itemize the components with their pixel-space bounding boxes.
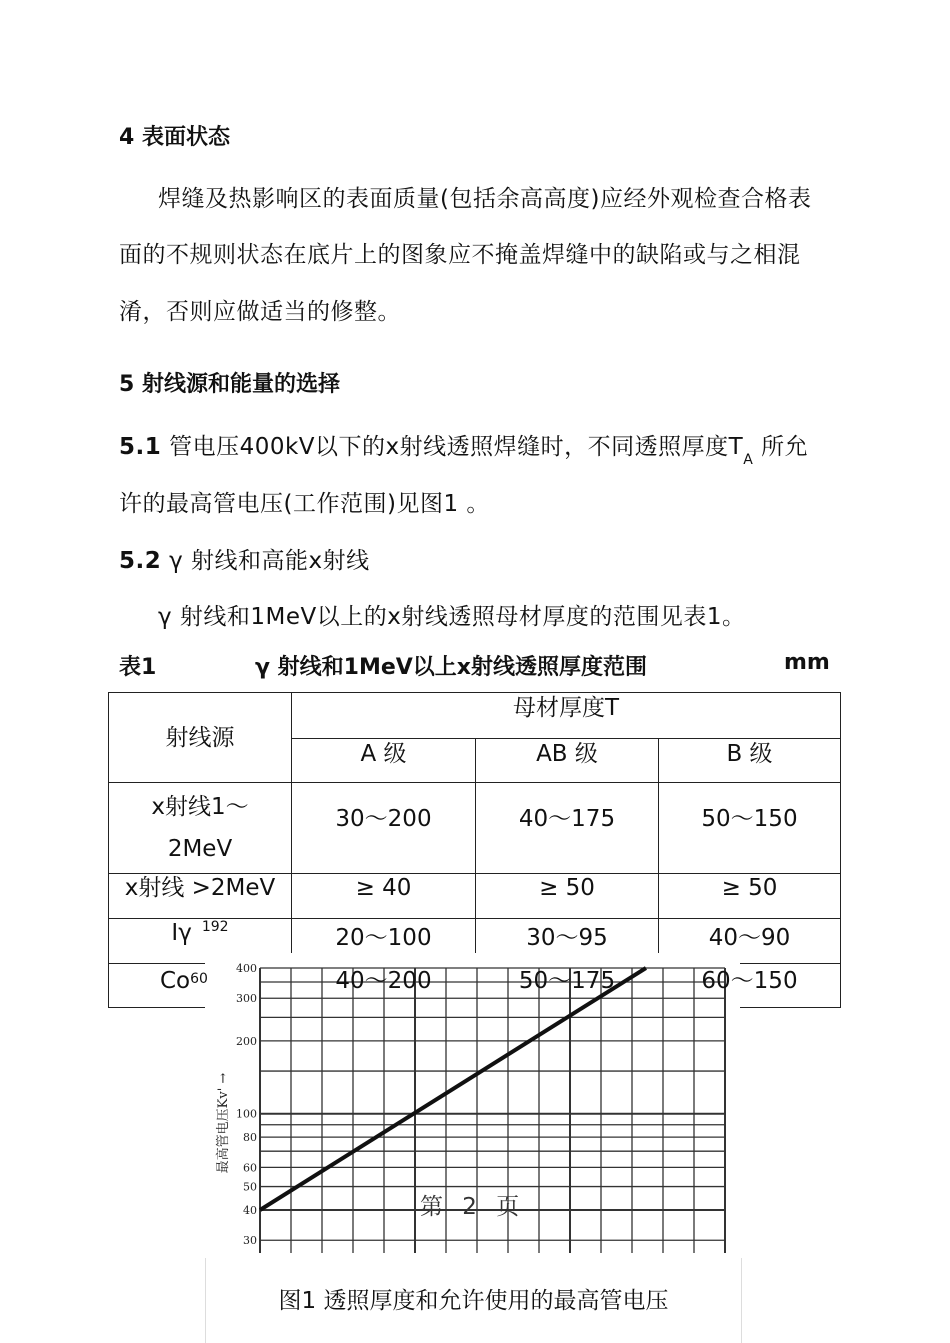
table-1-label: 表1 <box>119 655 157 680</box>
table-row-2-b: ≥ 50 <box>721 875 778 901</box>
chart-y-tick-label: 40 <box>243 1204 257 1217</box>
chart-y-tick-label: 60 <box>243 1161 257 1175</box>
section-4-heading: 4 表面状态 <box>119 125 230 150</box>
section-5-1-line-2: 许的最高管电压(工作范围)见图1 。 <box>119 491 490 517</box>
table-row-3-b: 40～90 <box>708 925 791 951</box>
table-row-3-source: Iγ 192 <box>171 919 229 946</box>
chart-y-tick-label: 300 <box>236 992 257 1006</box>
header-grade-ab: AB 级 <box>536 741 598 767</box>
table-row-1-source: x射线1～2MeV <box>151 794 249 862</box>
table-row-4-ab: 50～175 <box>518 968 616 994</box>
section-5-1-text-end: 所允 <box>761 434 809 460</box>
table-row-2-source: x射线 >2MeV <box>124 875 276 901</box>
chart-y-tick-label: 200 <box>236 1034 257 1048</box>
table-1-unit: mm <box>784 650 830 675</box>
chart-y-tick-label: 30 <box>243 1234 257 1248</box>
figure-1-caption-box <box>205 1258 742 1343</box>
figure-1-caption: 图1 透照厚度和允许使用的最高管电压 <box>278 1288 669 1314</box>
table-row-4-b: 60～150 <box>701 968 798 994</box>
table-row-1-ab: 40～175 <box>518 806 616 832</box>
chart-y-tick-label: 100 <box>236 1107 257 1121</box>
header-grade-a: A 级 <box>360 741 407 767</box>
section-5-1-text: 管电压400kV以下的x射线透照焊缝时，不同透照厚度T <box>169 434 744 460</box>
thickness-subscript: A <box>743 452 754 468</box>
section-5-2-title: γ 射线和高能x射线 <box>169 548 370 574</box>
section-5-2-para: γ 射线和1MeV以上的x射线透照母材厚度的范围见表1。 <box>158 604 746 630</box>
header-grade-b: B 级 <box>726 741 773 767</box>
table-row-2-ab: ≥ 50 <box>539 875 595 901</box>
section-5-1-line-1 <box>119 428 809 468</box>
section-5-2-number: 5.2 <box>119 548 162 574</box>
section-4-para-line-1: 焊缝及热影响区的表面质量(包括余高高度)应经外观检查合格表 <box>158 186 812 212</box>
header-thickness: 母材厚度T <box>512 695 620 721</box>
chart-y-tick-label: 80 <box>243 1131 257 1145</box>
table-row-3-a: 20～100 <box>335 925 432 951</box>
page-number: 第 2 页 <box>420 1194 526 1220</box>
section-5-2-line <box>119 542 370 575</box>
table-row-4-a: 40～200 <box>335 968 432 994</box>
table-row-2-a: ≥ 40 <box>355 875 412 901</box>
section-4-para-line-3: 淆，否则应做适当的修整。 <box>119 299 401 325</box>
section-5-heading: 5 射线源和能量的选择 <box>119 372 340 397</box>
table-row-4-source: Co 60 <box>160 968 208 994</box>
header-source: 射线源 <box>165 724 235 751</box>
table-row-1-b: 50～150 <box>701 806 798 832</box>
section-5-1-number: 5.1 <box>119 434 162 460</box>
table-row-3-ab: 30～95 <box>526 925 608 951</box>
table-row-1-a: 30～200 <box>335 806 432 832</box>
chart-y-axis-label: 最高管电压Kv' → <box>216 1072 231 1174</box>
table-1-title: γ 射线和1MeV以上x射线透照厚度范围 <box>255 655 647 680</box>
section-4-para-line-2: 面的不规则状态在底片上的图象应不掩盖焊缝中的缺陷或与之相混 <box>119 242 801 268</box>
chart-y-tick-label: 50 <box>243 1180 257 1194</box>
chart-y-tick-label: 400 <box>236 962 257 975</box>
chart-series-line <box>260 968 646 1210</box>
